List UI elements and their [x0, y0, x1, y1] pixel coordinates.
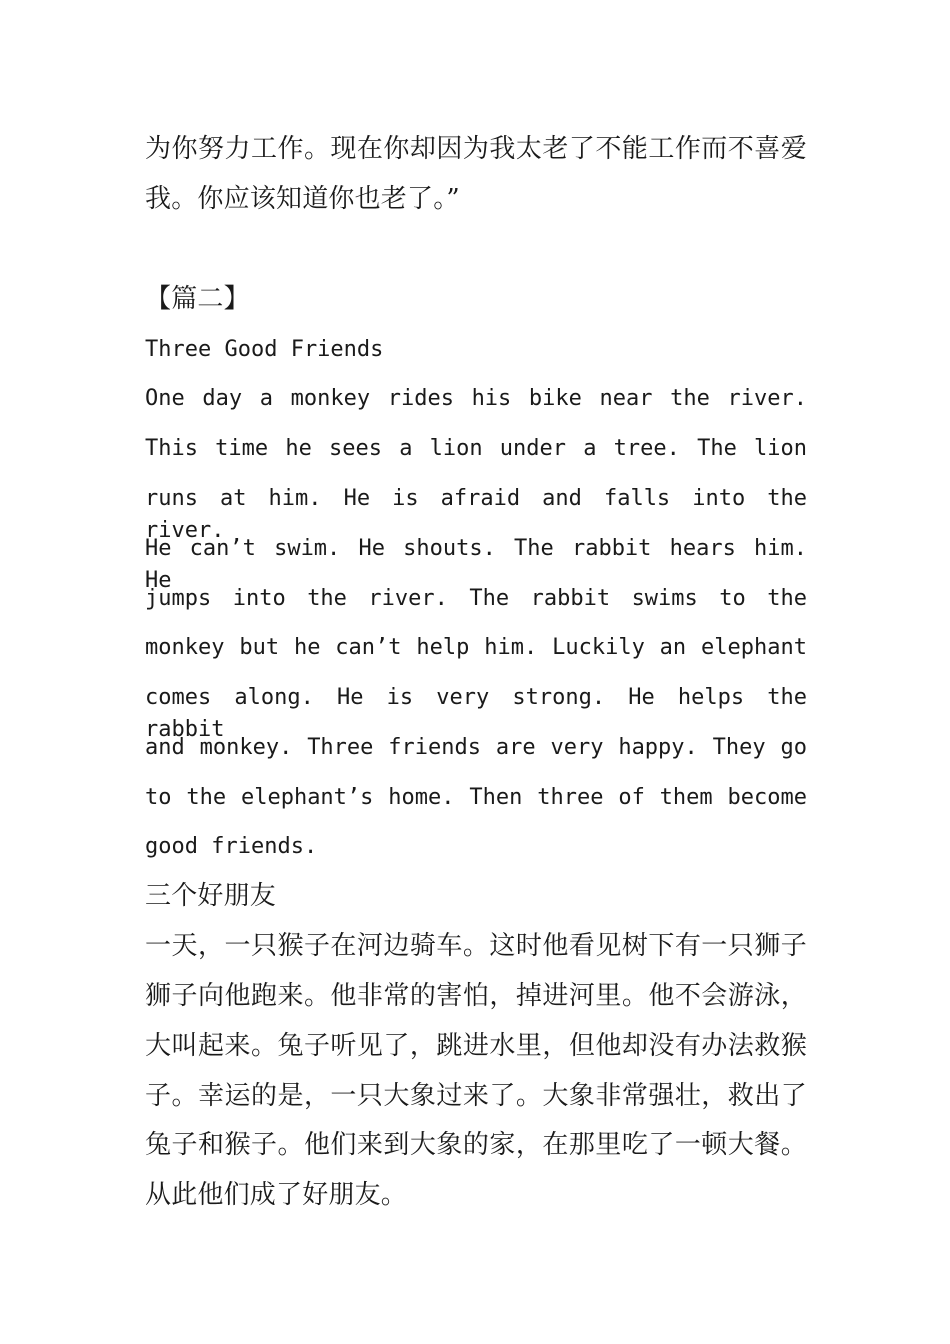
- english-line-5: jumps into the river. The rabbit swims to the: [145, 586, 807, 611]
- english-line-10: good friends.: [145, 834, 318, 859]
- chinese-title: 三个好朋友: [145, 881, 277, 911]
- english-line-7: comes along. He is very strong. He helps the rabbit: [145, 685, 807, 742]
- english-line-6: monkey but he can’t help him. Luckily an elephant: [145, 635, 807, 660]
- english-line-3: runs at him. He is afraid and falls into the river.: [145, 486, 807, 543]
- english-line-2: This time he sees a lion under a tree. The lion: [145, 436, 807, 461]
- english-line-1: One day a monkey rides his bike near the river.: [145, 386, 807, 411]
- section-heading: 【篇二】: [145, 284, 250, 314]
- english-line-9: to the elephant’s home. Then three of them become: [145, 785, 807, 810]
- chinese-line-5: 兔子和猴子。他们来到大象的家，在那里吃了一顿大餐。: [145, 1130, 807, 1160]
- chinese-line-3: 大叫起来。兔子听见了，跳进水里，但他却没有办法救猴: [145, 1031, 807, 1061]
- chinese-line-1: 一天，一只猴子在河边骑车。这时他看见树下有一只狮子: [145, 931, 807, 961]
- chinese-line-4: 子。幸运的是，一只大象过来了。大象非常强壮，救出了: [145, 1081, 807, 1111]
- chinese-line-2: 狮子向他跑来。他非常的害怕，掉进河里。他不会游泳，: [145, 981, 807, 1011]
- continuation-line-1: 为你努力工作。现在你却因为我太老了不能工作而不喜爱: [145, 134, 807, 164]
- english-title: Three Good Friends: [145, 337, 384, 362]
- english-line-8: and monkey. Three friends are very happy. They go: [145, 735, 807, 760]
- continuation-line-2: 我。你应该知道你也老了。”: [145, 184, 460, 214]
- english-line-4: He can’t swim. He shouts. The rabbit hears him. He: [145, 536, 807, 593]
- chinese-line-6: 从此他们成了好朋友。: [145, 1180, 408, 1210]
